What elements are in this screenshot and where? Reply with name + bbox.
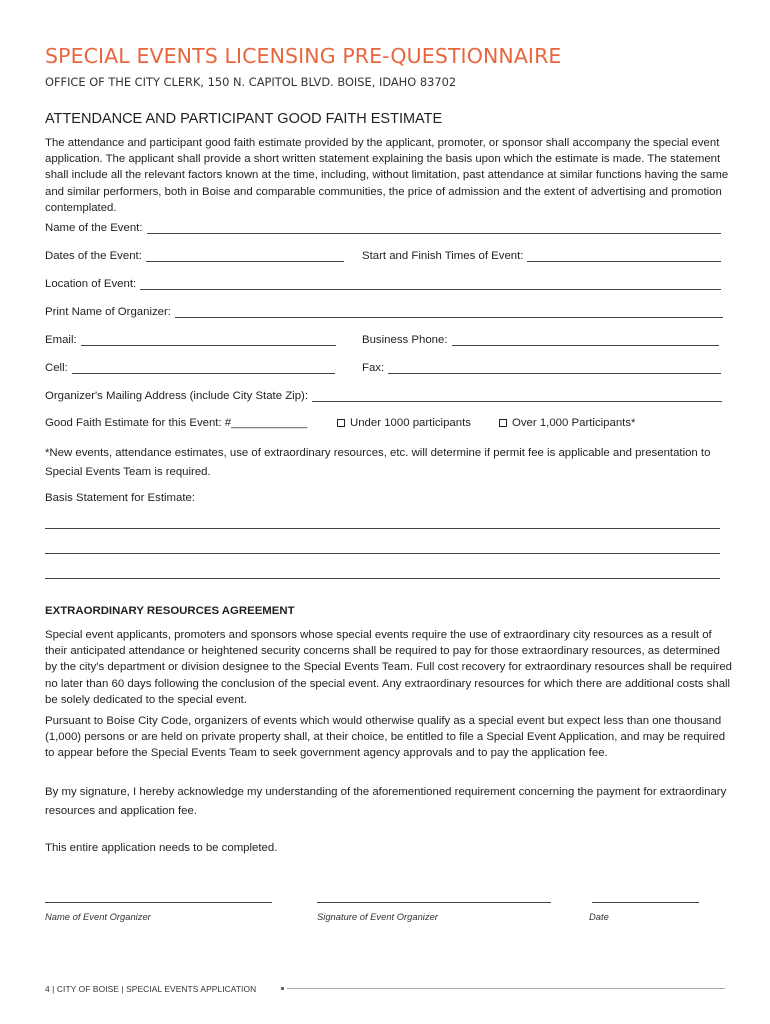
organizer-name-signature-line[interactable] bbox=[45, 902, 272, 903]
office-address: OFFICE OF THE CITY CLERK, 150 N. CAPITOL BLVD. BOISE, IDAHO 83702 bbox=[45, 75, 457, 89]
event-name-label: Name of the Event: bbox=[45, 222, 143, 234]
basis-line-3[interactable] bbox=[45, 578, 720, 579]
over-1000-option[interactable] bbox=[499, 417, 635, 429]
under-1000-checkbox[interactable] bbox=[337, 419, 345, 427]
agreement-paragraph-3: By my signature, I hereby acknowledge my understanding of the aforementioned requirement concerning the payment for extraordinary resources and application fee. bbox=[45, 786, 727, 817]
organizer-name-caption: Name of Event Organizer bbox=[45, 911, 151, 922]
event-name-field[interactable] bbox=[45, 221, 721, 234]
event-name-input-line[interactable] bbox=[147, 221, 721, 234]
event-dates-label: Dates of the Event: bbox=[45, 250, 142, 262]
fax-label: Fax: bbox=[362, 362, 385, 374]
fax-field[interactable] bbox=[362, 361, 721, 374]
event-times-field[interactable] bbox=[362, 249, 721, 262]
business-phone-label: Business Phone: bbox=[362, 334, 448, 346]
email-label: Email: bbox=[45, 334, 77, 346]
cell-row bbox=[45, 361, 725, 377]
agreement-paragraph-4: This entire application needs to be completed. bbox=[45, 842, 278, 854]
event-times-input-line[interactable] bbox=[527, 249, 721, 262]
page-footer: 4 | CITY OF BOISE | SPECIAL EVENTS APPLICATION bbox=[45, 984, 257, 994]
event-dates-input-line[interactable] bbox=[146, 249, 344, 262]
under-1000-option[interactable] bbox=[337, 417, 471, 429]
organizer-name-row bbox=[45, 305, 725, 321]
agreement-heading: EXTRAORDINARY RESOURCES AGREEMENT bbox=[45, 605, 295, 617]
event-location-field[interactable] bbox=[45, 277, 721, 290]
email-row bbox=[45, 333, 725, 349]
over-1000-checkbox[interactable] bbox=[499, 419, 507, 427]
attendance-intro: The attendance and participant good faith estimate provided by the applicant, promoter, or sponsor shall accompany the special event application. The applicant shall provide a short written statement explaining the basis upon which the estimate is made. The statement shall include all the relevant factors known at the time, including, without limitation, past attendance at similar functions having the same and similar performers, both in Boise and comparable communities, the price of admission and the extent of advertising and promotion contemplated. bbox=[45, 137, 729, 214]
estimate-row bbox=[45, 417, 725, 433]
mailing-address-row bbox=[45, 389, 725, 405]
organizer-name-label: Print Name of Organizer: bbox=[45, 306, 171, 318]
basis-label: Basis Statement for Estimate: bbox=[45, 492, 196, 504]
organizer-name-input-line[interactable] bbox=[175, 305, 723, 318]
date-caption: Date bbox=[589, 911, 609, 922]
event-dates-row bbox=[45, 249, 725, 265]
organizer-signature-caption: Signature of Event Organizer bbox=[317, 911, 438, 922]
date-signature-line[interactable] bbox=[592, 902, 699, 903]
form-title: SPECIAL EVENTS LICENSING PRE-QUESTIONNAIRE bbox=[45, 44, 562, 68]
new-events-note: *New events, attendance estimates, use of extraordinary resources, etc. will determine if permit fee is applicable and presentation to Special Events Team is required. bbox=[45, 447, 711, 478]
mailing-address-label: Organizer's Mailing Address (include City State Zip): bbox=[45, 390, 308, 402]
footer-rule bbox=[287, 988, 725, 989]
cell-label: Cell: bbox=[45, 362, 68, 374]
event-dates-field[interactable] bbox=[45, 249, 344, 262]
cell-input-line[interactable] bbox=[72, 361, 335, 374]
email-field[interactable] bbox=[45, 333, 336, 346]
mailing-address-input-line[interactable] bbox=[312, 389, 722, 402]
cell-field[interactable] bbox=[45, 361, 335, 374]
event-name-row bbox=[45, 221, 725, 237]
footer-dot bbox=[281, 987, 284, 990]
agreement-paragraph-1: Special event applicants, promoters and sponsors whose special events require the use of extraordinary city resources as a result of their anticipated attendance or heightened security concerns shall be required to pay for those extraordinary resources, as determined by the city's department or division designee to the Special Events Team. Full cost recovery for extraordinary resources shall be required no later than 60 days following the conclusion of the special event. Any extraordinary resources for which there are additional costs shall be solely dedicated to the special event. bbox=[45, 629, 733, 706]
business-phone-input-line[interactable] bbox=[452, 333, 720, 346]
under-1000-label: Under 1000 participants bbox=[350, 417, 471, 429]
event-times-label: Start and Finish Times of Event: bbox=[362, 250, 524, 262]
event-location-row bbox=[45, 277, 725, 293]
organizer-signature-line[interactable] bbox=[317, 902, 551, 903]
fax-input-line[interactable] bbox=[388, 361, 721, 374]
agreement-paragraph-2: Pursuant to Boise City Code, organizers of events which would otherwise qualify as a special event but expect less than one thousand (1,000) persons or are held on private property shall, at their choice, be entitled to file a Special Event Application, and may be required to appear before the Special Events Team to seek government agency approvals and to pay the application fee. bbox=[45, 715, 726, 760]
basis-line-2[interactable] bbox=[45, 553, 720, 554]
business-phone-field[interactable] bbox=[362, 333, 719, 346]
mailing-address-field[interactable] bbox=[45, 389, 722, 402]
event-location-label: Location of Event: bbox=[45, 278, 137, 290]
event-location-input-line[interactable] bbox=[140, 277, 721, 290]
attendance-heading: ATTENDANCE AND PARTICIPANT GOOD FAITH ESTIMATE bbox=[45, 111, 443, 127]
estimate-label[interactable]: Good Faith Estimate for this Event: #____________ bbox=[45, 417, 308, 429]
basis-line-1[interactable] bbox=[45, 528, 720, 529]
email-input-line[interactable] bbox=[81, 333, 336, 346]
over-1000-label: Over 1,000 Participants* bbox=[512, 417, 636, 429]
organizer-name-field[interactable] bbox=[45, 305, 723, 318]
